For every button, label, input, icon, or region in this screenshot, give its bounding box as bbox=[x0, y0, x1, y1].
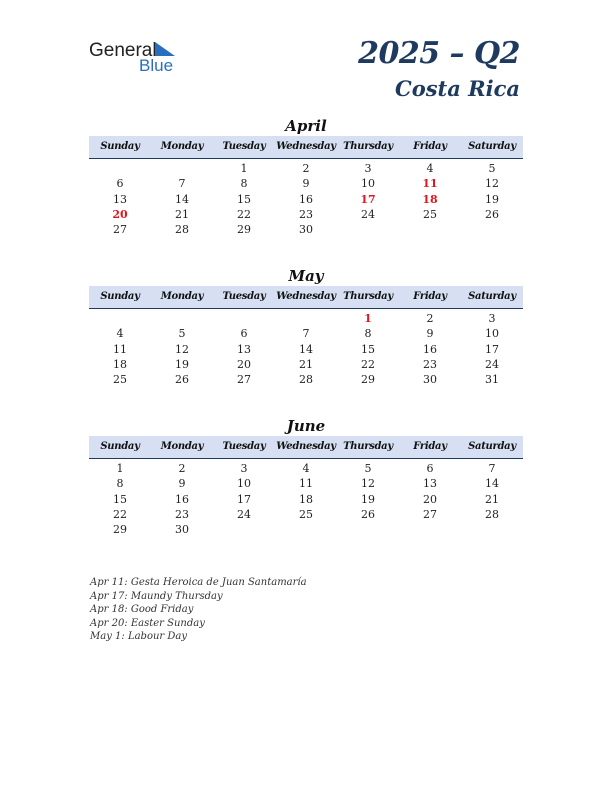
day-cell: 10 bbox=[361, 177, 375, 191]
holiday-day-cell: 17 bbox=[360, 192, 376, 206]
day-cell: 9 bbox=[178, 477, 186, 491]
day-cell: 30 bbox=[299, 223, 313, 237]
day-cell: 5 bbox=[488, 162, 496, 175]
weekday-header: Saturday bbox=[468, 141, 516, 152]
holiday-note: Apr 11: Gesta Heroica de Juan Santamaría bbox=[90, 577, 307, 588]
logo-blue-text: Blue bbox=[139, 56, 174, 75]
day-cell: 1 bbox=[240, 162, 248, 175]
weekday-header: Friday bbox=[413, 291, 447, 302]
weekday-header: Wednesday bbox=[276, 141, 336, 152]
weeks bbox=[89, 161, 523, 237]
day-cell: 7 bbox=[178, 177, 186, 191]
day-cell: 14 bbox=[299, 342, 313, 356]
weekday-header: Thursday bbox=[343, 291, 393, 302]
week-row bbox=[89, 522, 523, 537]
day-cell: 13 bbox=[423, 477, 437, 491]
weekday-header: Tuesday bbox=[222, 441, 266, 452]
day-cell: 16 bbox=[175, 492, 189, 506]
day-cell: 26 bbox=[485, 207, 499, 221]
day-cell: 27 bbox=[237, 373, 251, 387]
day-cell bbox=[275, 311, 337, 326]
week-row bbox=[89, 176, 523, 191]
month-april bbox=[89, 116, 523, 237]
day-cell: 28 bbox=[299, 373, 313, 387]
day-cell bbox=[151, 161, 213, 176]
day-cell: 22 bbox=[361, 357, 375, 371]
day-cell: 8 bbox=[116, 477, 124, 491]
week-row bbox=[89, 492, 523, 507]
day-cell: 25 bbox=[423, 207, 437, 221]
day-cell: 17 bbox=[485, 342, 499, 356]
day-cell: 26 bbox=[361, 507, 375, 521]
month-name: June bbox=[286, 417, 326, 435]
day-cell: 19 bbox=[175, 357, 189, 371]
day-cell: 10 bbox=[485, 327, 499, 341]
day-cell: 1 bbox=[116, 462, 124, 475]
day-cell bbox=[461, 522, 523, 537]
month-june bbox=[89, 416, 523, 537]
weekday-header: Tuesday bbox=[222, 141, 266, 152]
day-cell bbox=[213, 522, 275, 537]
holiday-note: Apr 20: Easter Sunday bbox=[90, 617, 205, 629]
weekday-header: Wednesday bbox=[276, 291, 336, 302]
weekday-header: Thursday bbox=[343, 441, 393, 452]
month-name: April bbox=[285, 117, 327, 135]
day-cell: 13 bbox=[113, 192, 127, 206]
day-cell: 2 bbox=[302, 162, 310, 175]
weekday-header: Friday bbox=[413, 441, 447, 452]
weekday-header: Saturday bbox=[468, 441, 516, 452]
day-cell: 11 bbox=[113, 342, 127, 356]
day-cell: 15 bbox=[237, 192, 251, 206]
day-cell bbox=[89, 311, 151, 326]
day-cell bbox=[337, 522, 399, 537]
holiday-notes bbox=[90, 576, 307, 644]
day-cell: 21 bbox=[175, 207, 189, 221]
day-cell: 24 bbox=[237, 507, 251, 521]
day-cell bbox=[399, 522, 461, 537]
day-cell: 4 bbox=[302, 462, 310, 475]
day-cell: 19 bbox=[485, 192, 499, 206]
day-cell: 25 bbox=[299, 507, 313, 521]
day-cell: 22 bbox=[237, 207, 251, 221]
weekday-header: Friday bbox=[413, 141, 447, 152]
holiday-day-cell: 20 bbox=[112, 207, 128, 221]
day-cell: 3 bbox=[488, 312, 496, 325]
day-cell: 6 bbox=[116, 177, 124, 191]
week-row bbox=[89, 342, 523, 357]
day-cell: 5 bbox=[178, 327, 186, 341]
week-row bbox=[89, 326, 523, 341]
month-may bbox=[89, 266, 523, 387]
day-cell: 6 bbox=[240, 327, 248, 341]
day-cell bbox=[151, 311, 213, 326]
day-cell: 30 bbox=[175, 523, 189, 537]
day-cell: 3 bbox=[240, 462, 248, 475]
day-cell: 18 bbox=[299, 492, 313, 506]
weekday-header: Monday bbox=[160, 141, 204, 152]
day-cell: 14 bbox=[175, 192, 189, 206]
day-cell: 28 bbox=[175, 223, 189, 237]
day-cell: 29 bbox=[237, 223, 251, 237]
day-cell: 16 bbox=[299, 192, 313, 206]
day-cell: 6 bbox=[426, 462, 434, 475]
weekday-header: Sunday bbox=[100, 441, 140, 452]
day-cell: 8 bbox=[364, 327, 372, 341]
day-cell bbox=[461, 222, 523, 237]
week-row bbox=[89, 192, 523, 207]
week-row bbox=[89, 461, 523, 476]
day-cell: 18 bbox=[113, 357, 127, 371]
logo-flag-icon bbox=[155, 42, 175, 56]
day-cell: 26 bbox=[175, 373, 189, 387]
day-cell: 23 bbox=[175, 507, 189, 521]
day-cell: 10 bbox=[237, 477, 251, 491]
week-row bbox=[89, 311, 523, 326]
week-row bbox=[89, 222, 523, 237]
day-cell: 11 bbox=[299, 477, 313, 491]
day-cell: 3 bbox=[364, 162, 372, 175]
weekday-header: Sunday bbox=[100, 291, 140, 302]
week-row bbox=[89, 507, 523, 522]
day-cell: 2 bbox=[178, 462, 186, 475]
weekday-header: Monday bbox=[160, 441, 204, 452]
week-row bbox=[89, 476, 523, 491]
day-cell: 23 bbox=[299, 207, 313, 221]
weeks bbox=[89, 311, 523, 387]
day-cell bbox=[89, 161, 151, 176]
weekday-header: Saturday bbox=[468, 291, 516, 302]
weekday-header-row bbox=[89, 436, 523, 459]
day-cell bbox=[337, 222, 399, 237]
week-row bbox=[89, 207, 523, 222]
day-cell: 24 bbox=[361, 207, 375, 221]
day-cell: 27 bbox=[113, 223, 127, 237]
day-cell: 25 bbox=[113, 373, 127, 387]
day-cell bbox=[399, 222, 461, 237]
day-cell: 4 bbox=[116, 327, 124, 341]
day-cell: 28 bbox=[485, 507, 499, 521]
day-cell: 24 bbox=[485, 357, 499, 371]
day-cell bbox=[213, 311, 275, 326]
day-cell: 23 bbox=[423, 357, 437, 371]
day-cell: 4 bbox=[426, 162, 434, 175]
week-row bbox=[89, 161, 523, 176]
weekday-header-row bbox=[89, 136, 523, 159]
day-cell: 31 bbox=[485, 373, 499, 387]
holiday-note: May 1: Labour Day bbox=[90, 631, 187, 643]
day-cell: 30 bbox=[423, 373, 437, 387]
weekday-header: Thursday bbox=[343, 141, 393, 152]
holiday-day-cell: 1 bbox=[364, 312, 372, 325]
page-subtitle: Costa Rica bbox=[395, 76, 520, 101]
day-cell: 9 bbox=[302, 177, 310, 191]
day-cell: 7 bbox=[488, 462, 496, 475]
day-cell: 22 bbox=[113, 507, 127, 521]
day-cell: 19 bbox=[361, 492, 375, 506]
holiday-day-cell: 18 bbox=[422, 192, 438, 206]
week-row bbox=[89, 357, 523, 372]
holiday-note: Apr 17: Maundy Thursday bbox=[90, 590, 223, 602]
day-cell: 2 bbox=[426, 312, 434, 325]
day-cell: 5 bbox=[364, 462, 372, 475]
day-cell: 17 bbox=[237, 492, 251, 506]
day-cell: 13 bbox=[237, 342, 251, 356]
day-cell: 8 bbox=[240, 177, 248, 191]
day-cell: 14 bbox=[485, 477, 499, 491]
weekday-header: Monday bbox=[160, 291, 204, 302]
holiday-note: Apr 18: Good Friday bbox=[90, 604, 194, 616]
day-cell: 12 bbox=[485, 177, 499, 191]
day-cell: 7 bbox=[302, 327, 310, 341]
day-cell: 15 bbox=[361, 342, 375, 356]
day-cell: 12 bbox=[175, 342, 189, 356]
day-cell: 15 bbox=[113, 492, 127, 506]
day-cell: 27 bbox=[423, 507, 437, 521]
holiday-day-cell: 11 bbox=[422, 177, 438, 191]
day-cell: 29 bbox=[113, 523, 127, 537]
day-cell bbox=[275, 522, 337, 537]
day-cell: 21 bbox=[485, 492, 499, 506]
day-cell: 12 bbox=[361, 477, 375, 491]
day-cell: 21 bbox=[299, 357, 313, 371]
weeks bbox=[89, 461, 523, 537]
month-name: May bbox=[288, 267, 324, 285]
day-cell: 16 bbox=[423, 342, 437, 356]
weekday-header: Tuesday bbox=[222, 291, 266, 302]
day-cell: 9 bbox=[426, 327, 434, 341]
day-cell: 29 bbox=[361, 373, 375, 387]
day-cell: 20 bbox=[237, 357, 251, 371]
week-row bbox=[89, 372, 523, 387]
day-cell: 20 bbox=[423, 492, 437, 506]
logo-general-text: General bbox=[89, 40, 157, 61]
weekday-header-row bbox=[89, 286, 523, 309]
weekday-header: Sunday bbox=[100, 141, 140, 152]
weekday-header: Wednesday bbox=[276, 441, 336, 452]
page-title: 2025 – Q2 bbox=[358, 36, 520, 71]
